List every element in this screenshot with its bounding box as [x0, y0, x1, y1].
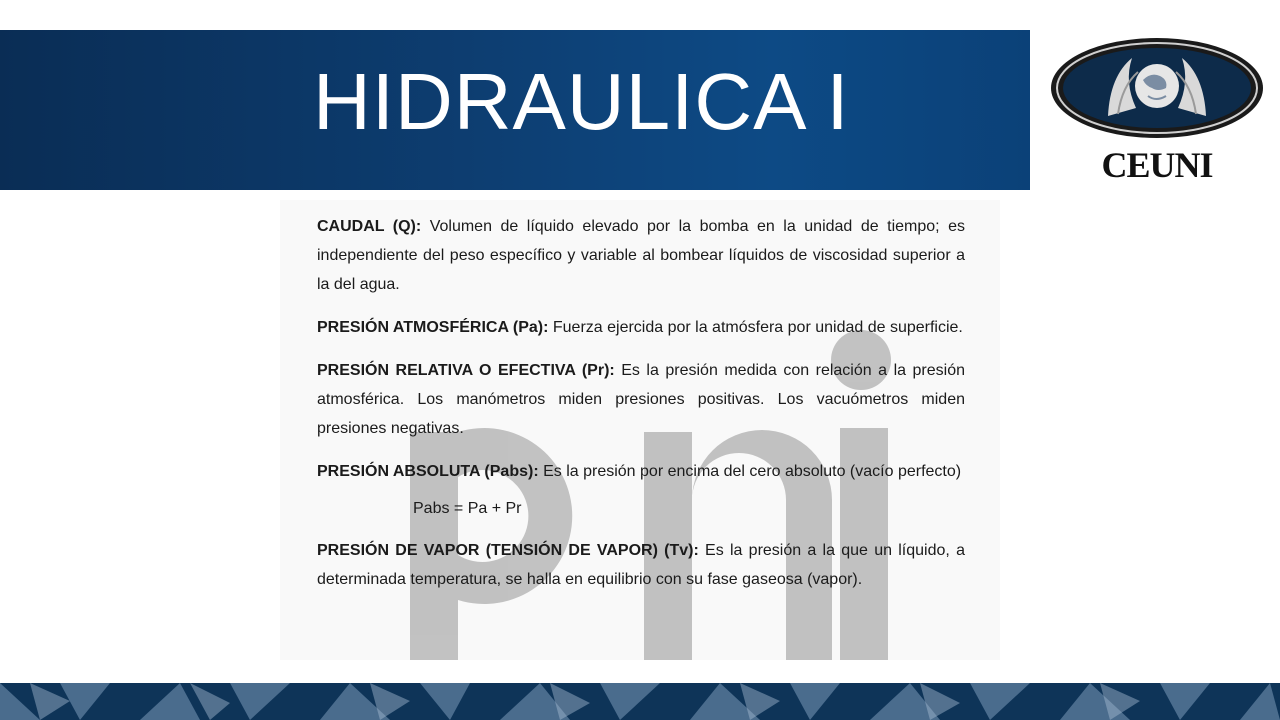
definitions-text	[317, 212, 965, 608]
document-image	[280, 200, 1000, 660]
term-presion-relativa: PRESIÓN RELATIVA O EFECTIVA (Pr):	[317, 362, 615, 379]
definition-caudal-text: Volumen de líquido elevado por la bomba en la unidad de tiempo; es independiente del peso específico y variable al bombear líquidos de viscosidad superior a la del agua.	[317, 218, 965, 293]
slide-title: HIDRAULICA I	[313, 57, 850, 146]
logo-wordmark: CEUNI	[1101, 145, 1213, 185]
definition-presion-vapor	[317, 536, 965, 594]
definition-presion-vapor-text: Es la presión a la que un líquido, a determinada temperatura, se halla en equilibrio con su fase gaseosa (vapor).	[317, 542, 965, 588]
term-presion-vapor: PRESIÓN DE VAPOR (TENSIÓN DE VAPOR) (Tv):	[317, 542, 699, 559]
definition-presion-atmosferica	[317, 313, 965, 342]
definition-presion-atmosferica-text: Fuerza ejercida por la atmósfera por unidad de superficie.	[548, 319, 963, 336]
definition-caudal	[317, 212, 965, 299]
decorative-footer-strip	[0, 683, 1280, 720]
definition-presion-absoluta	[317, 457, 965, 486]
formula-pabs: Pabs = Pa + Pr	[413, 500, 522, 517]
term-caudal: CAUDAL (Q):	[317, 218, 422, 235]
definition-presion-absoluta-text: Es la presión por encima del cero absoluto (vacío perfecto)	[538, 463, 962, 480]
definition-presion-relativa	[317, 356, 965, 443]
term-presion-absoluta: PRESIÓN ABSOLUTA (Pabs):	[317, 463, 539, 480]
definition-presion-relativa-text: Es la presión medida con relación a la presión atmosférica. Los manómetros miden presiones positivas. Los vacuómetros miden presiones negativas.	[317, 362, 965, 437]
term-presion-atmosferica: PRESIÓN ATMOSFÉRICA (Pa):	[317, 319, 549, 336]
